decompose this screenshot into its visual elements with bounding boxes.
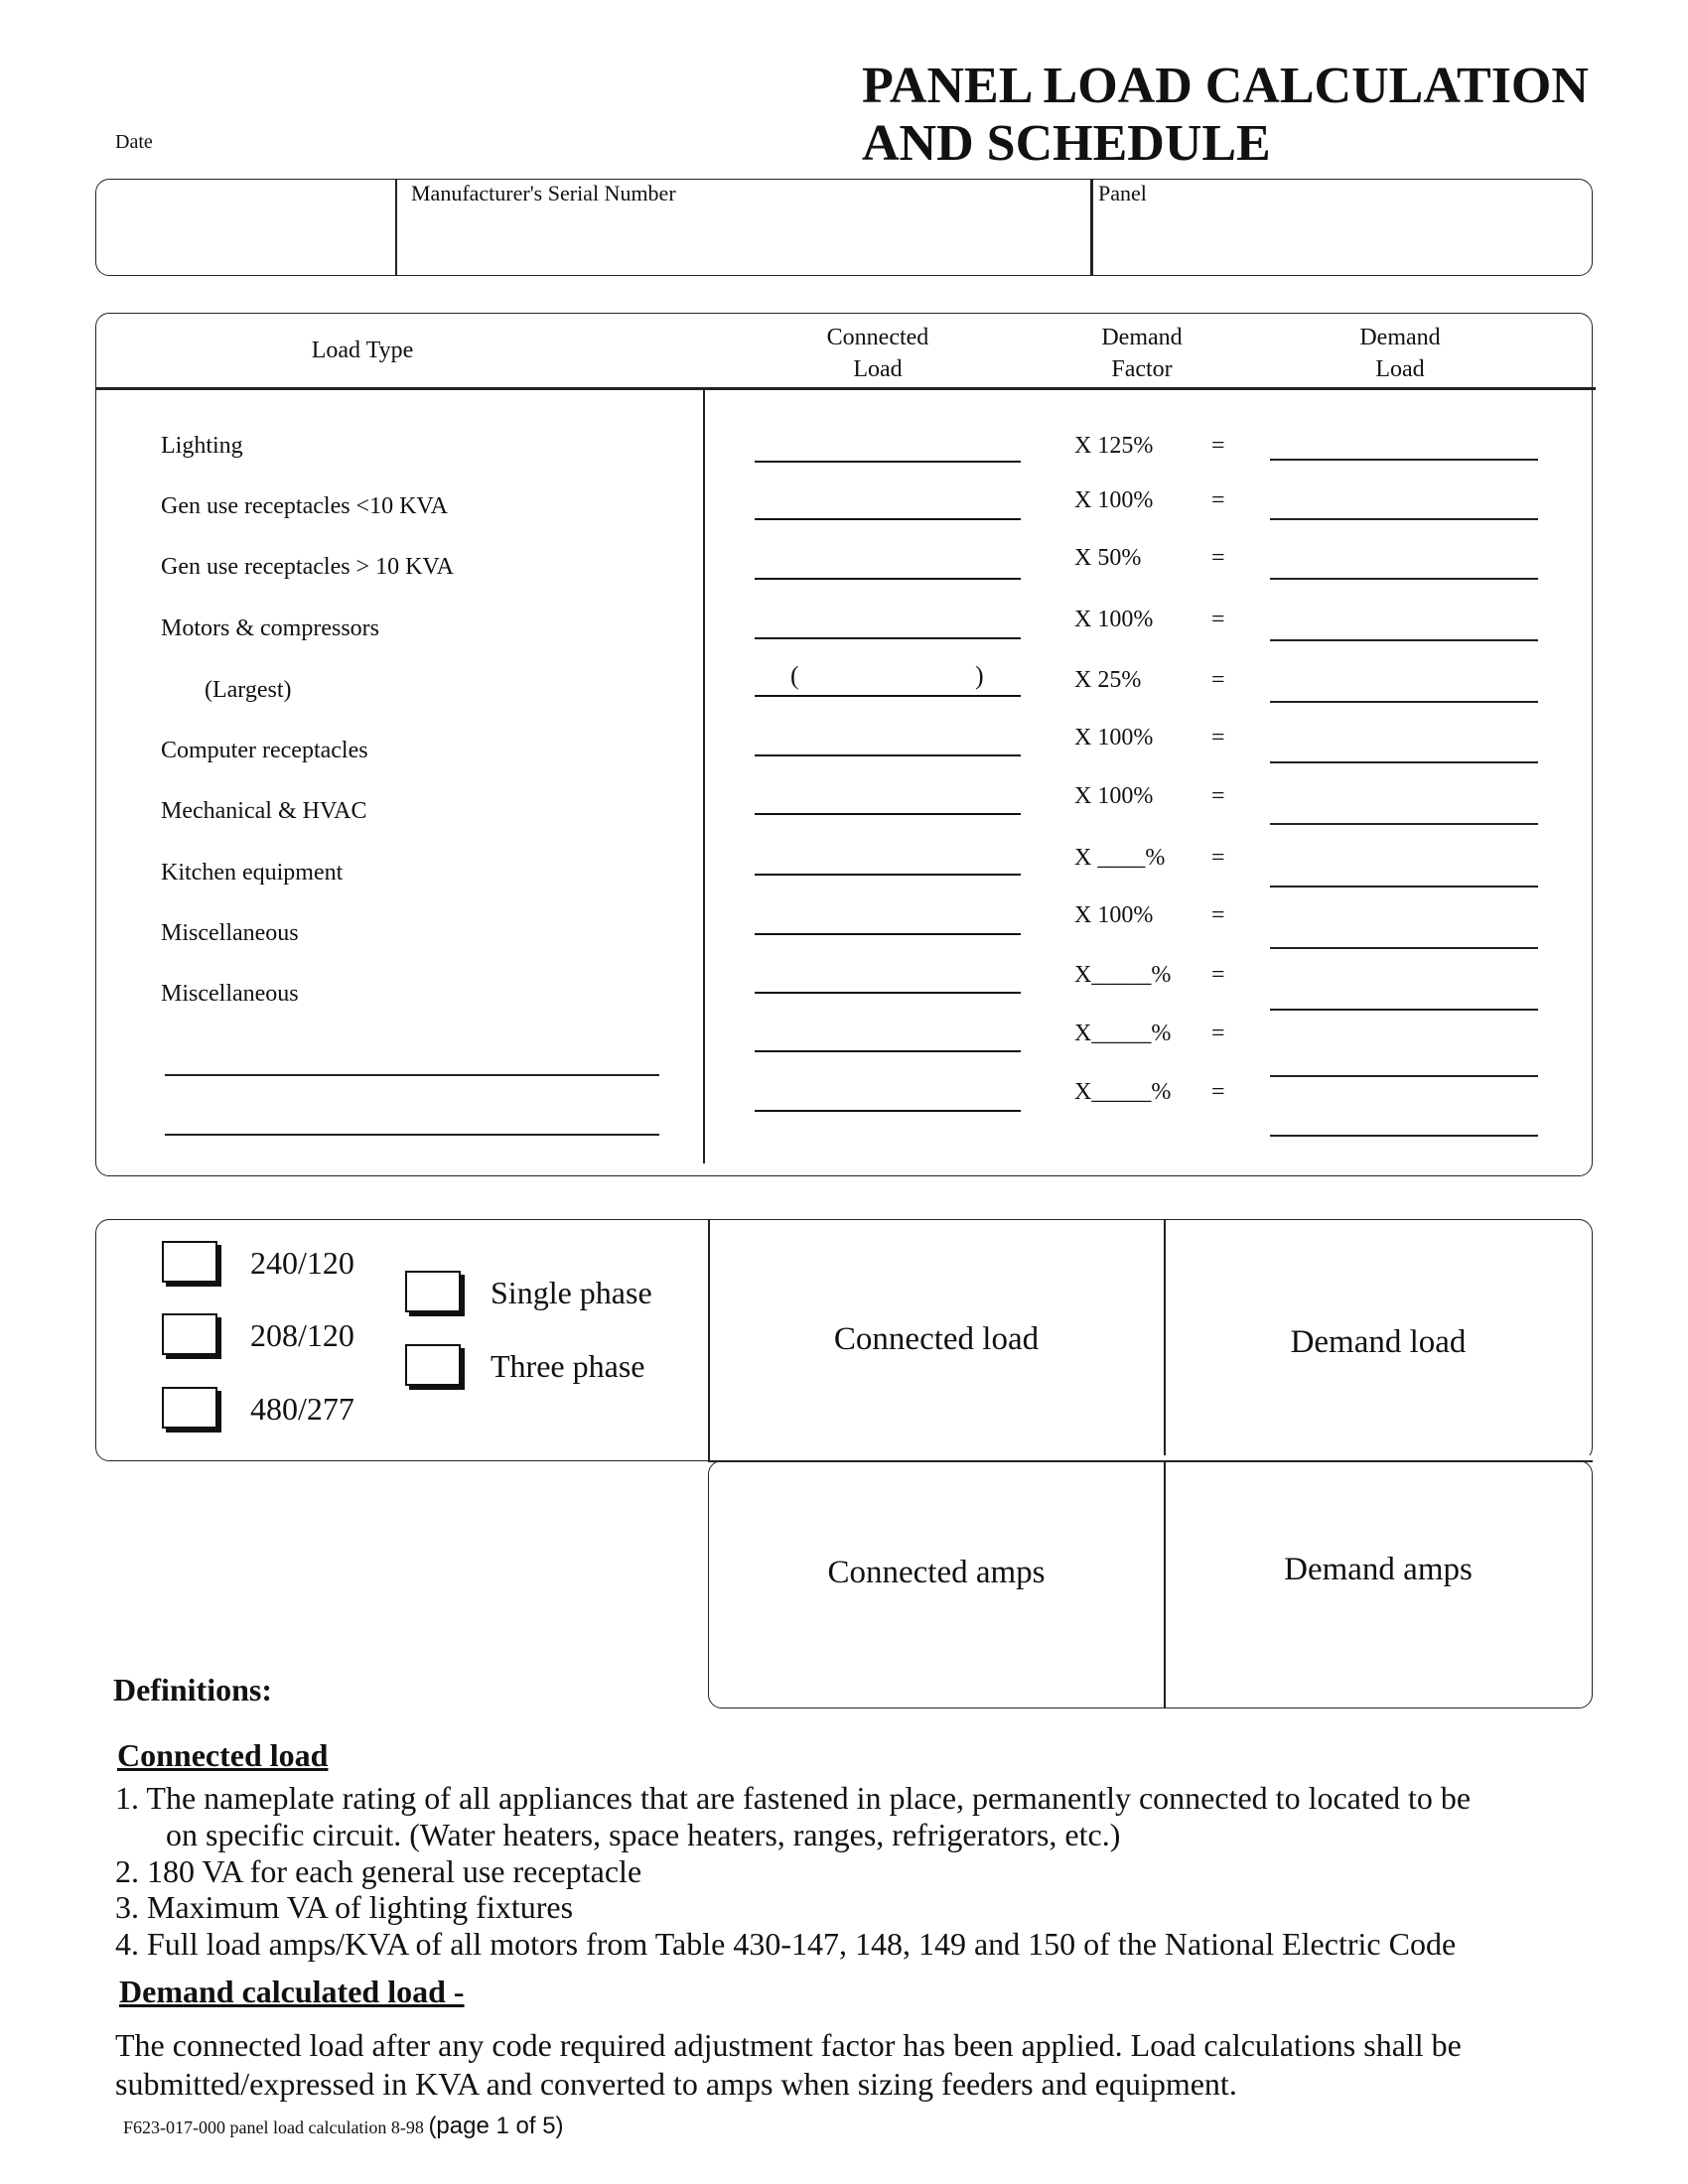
connected-load-field[interactable] — [755, 695, 1021, 697]
table-row — [0, 1021, 1688, 1076]
row-label: Miscellaneous — [161, 981, 299, 1007]
info-divider-1 — [395, 180, 397, 275]
demand-load-total-label: Demand load — [1290, 1324, 1467, 1360]
summary-divider — [1164, 1220, 1166, 1707]
date-field[interactable] — [99, 185, 391, 272]
table-row — [0, 845, 1688, 899]
definition-item-2: 2. 180 VA for each general use receptacle — [115, 1853, 642, 1889]
header-demand-factor: Demand Factor — [1101, 325, 1183, 382]
row-label: (Largest) — [205, 677, 292, 703]
header-load-type: Load Type — [311, 338, 414, 363]
load-table-header-rule — [96, 387, 1596, 390]
connected-load-total-label: Connected load — [833, 1321, 1040, 1357]
three-phase-checkbox[interactable] — [405, 1344, 461, 1386]
table-row — [0, 661, 1688, 717]
voltage-240-120-label: 240/120 — [250, 1245, 354, 1281]
serial-number-field[interactable] — [399, 210, 1084, 270]
demand-factor: X 50% — [1074, 545, 1142, 571]
demand-load-field[interactable] — [1270, 761, 1538, 763]
paren-close: ) — [975, 661, 984, 690]
table-row — [0, 433, 1688, 473]
row-label: Kitchen equipment — [161, 860, 344, 886]
title-line-1: PANEL LOAD CALCULATION — [862, 58, 1589, 114]
demand-factor: X 125% — [1074, 433, 1154, 459]
equals-sign: = — [1211, 845, 1225, 871]
voltage-208-120-label: 208/120 — [250, 1317, 354, 1353]
extra-load-type-field[interactable] — [165, 1134, 659, 1136]
demand-load-field[interactable] — [1270, 518, 1538, 520]
demand-definition-line-2: submitted/expressed in KVA and converted to amps when sizing feeders and equipment. — [115, 2066, 1237, 2102]
connected-load-field[interactable] — [755, 754, 1021, 756]
page-title — [862, 58, 1589, 173]
panel-field[interactable] — [1096, 210, 1583, 270]
table-row — [0, 783, 1688, 838]
equals-sign: = — [1211, 545, 1225, 571]
definition-item-1-cont: on specific circuit. (Water heaters, space heaters, ranges, refrigerators, etc.) — [166, 1817, 1121, 1852]
definition-item-1: 1. The nameplate rating of all appliances that are fastened in place, permanently connected to located to be — [115, 1780, 1472, 1816]
demand-load-field[interactable] — [1270, 459, 1538, 461]
demand-factor: X 100% — [1074, 487, 1154, 513]
table-row — [0, 487, 1688, 533]
connected-amps-label: Connected amps — [827, 1555, 1046, 1590]
voltage-240-120-checkbox[interactable] — [162, 1241, 217, 1283]
demand-factor: X 100% — [1074, 607, 1154, 632]
connected-load-field[interactable] — [755, 461, 1021, 463]
row-label: Miscellaneous — [161, 920, 299, 946]
panel-label: Panel — [1098, 181, 1147, 205]
paren-open: ( — [790, 661, 799, 690]
table-row — [0, 1079, 1688, 1136]
equals-sign: = — [1211, 962, 1225, 988]
definition-item-3: 3. Maximum VA of lighting fixtures — [115, 1889, 574, 1925]
connected-load-heading: Connected load — [117, 1737, 329, 1773]
connected-load-field[interactable] — [755, 518, 1021, 520]
voltage-208-120-checkbox[interactable] — [162, 1313, 217, 1355]
demand-load-field[interactable] — [1270, 823, 1538, 825]
equals-sign: = — [1211, 783, 1225, 809]
date-label: Date — [115, 131, 153, 153]
form-footer — [123, 2113, 564, 2140]
demand-load-field[interactable] — [1270, 1009, 1538, 1011]
row-label: Motors & compressors — [161, 615, 379, 641]
row-label: Gen use receptacles <10 KVA — [161, 493, 448, 519]
summary-mid-rule — [708, 1460, 1593, 1462]
demand-load-field[interactable] — [1270, 1075, 1538, 1077]
title-line-2: AND SCHEDULE — [862, 115, 1271, 172]
demand-calculated-heading: Demand calculated load - — [119, 1974, 465, 2009]
connected-load-field[interactable] — [755, 813, 1021, 815]
demand-load-field[interactable] — [1270, 701, 1538, 703]
info-divider-2 — [1090, 180, 1093, 275]
demand-load-field[interactable] — [1270, 947, 1538, 949]
three-phase-label: Three phase — [491, 1348, 645, 1384]
demand-load-field[interactable] — [1270, 578, 1538, 580]
demand-factor: X ____% — [1074, 845, 1166, 871]
demand-load-field[interactable] — [1270, 886, 1538, 887]
connected-load-field[interactable] — [755, 637, 1021, 639]
equals-sign: = — [1211, 725, 1225, 751]
row-label: Lighting — [161, 433, 243, 459]
demand-factor: X_____% — [1074, 1021, 1172, 1046]
table-row — [0, 962, 1688, 1021]
connected-load-field[interactable] — [755, 874, 1021, 876]
demand-amps-label: Demand amps — [1284, 1552, 1473, 1587]
row-label: Gen use receptacles > 10 KVA — [161, 554, 454, 580]
header-connected-load: Connected Load — [826, 325, 929, 382]
form-id: F623-017-000 panel load calculation 8-98 — [123, 2117, 424, 2137]
equals-sign: = — [1211, 667, 1225, 693]
page-number: (page 1 of 5) — [428, 2113, 564, 2139]
demand-factor: X_____% — [1074, 1079, 1172, 1105]
demand-factor: X_____% — [1074, 962, 1172, 988]
demand-factor: X 25% — [1074, 667, 1142, 693]
row-label: Computer receptacles — [161, 738, 368, 763]
connected-load-field[interactable] — [755, 1050, 1021, 1052]
row-label: Mechanical & HVAC — [161, 798, 367, 824]
demand-load-field[interactable] — [1270, 639, 1538, 641]
table-row — [0, 545, 1688, 594]
definition-item-4: 4. Full load amps/KVA of all motors from Table 430-147, 148, 149 and 150 of the National Electric Code — [115, 1926, 1457, 1962]
connected-load-field[interactable] — [755, 933, 1021, 935]
table-row — [0, 902, 1688, 960]
demand-definition-line-1: The connected load after any code required adjustment factor has been applied. Load calculations shall be — [115, 2027, 1462, 2063]
table-row — [0, 725, 1688, 777]
connected-load-field[interactable] — [755, 578, 1021, 580]
single-phase-label: Single phase — [491, 1275, 652, 1310]
equals-sign: = — [1211, 1021, 1225, 1046]
definitions-heading: Definitions: — [113, 1672, 272, 1707]
header-demand-load: Demand Load — [1359, 325, 1441, 382]
demand-load-field[interactable] — [1270, 1135, 1538, 1137]
single-phase-checkbox[interactable] — [405, 1271, 461, 1312]
equals-sign: = — [1211, 433, 1225, 459]
voltage-480-277-label: 480/277 — [250, 1391, 354, 1427]
extra-load-type-field[interactable] — [165, 1074, 659, 1076]
voltage-480-277-checkbox[interactable] — [162, 1387, 217, 1429]
serial-number-label: Manufacturer's Serial Number — [411, 181, 676, 205]
table-row — [0, 607, 1688, 655]
demand-factor: X 100% — [1074, 902, 1154, 928]
equals-sign: = — [1211, 487, 1225, 513]
connected-load-field[interactable] — [755, 1110, 1021, 1112]
equals-sign: = — [1211, 902, 1225, 928]
demand-factor: X 100% — [1074, 725, 1154, 751]
equals-sign: = — [1211, 607, 1225, 632]
demand-factor: X 100% — [1074, 783, 1154, 809]
connected-load-field[interactable] — [755, 992, 1021, 994]
options-divider — [708, 1220, 710, 1461]
equals-sign: = — [1211, 1079, 1225, 1105]
